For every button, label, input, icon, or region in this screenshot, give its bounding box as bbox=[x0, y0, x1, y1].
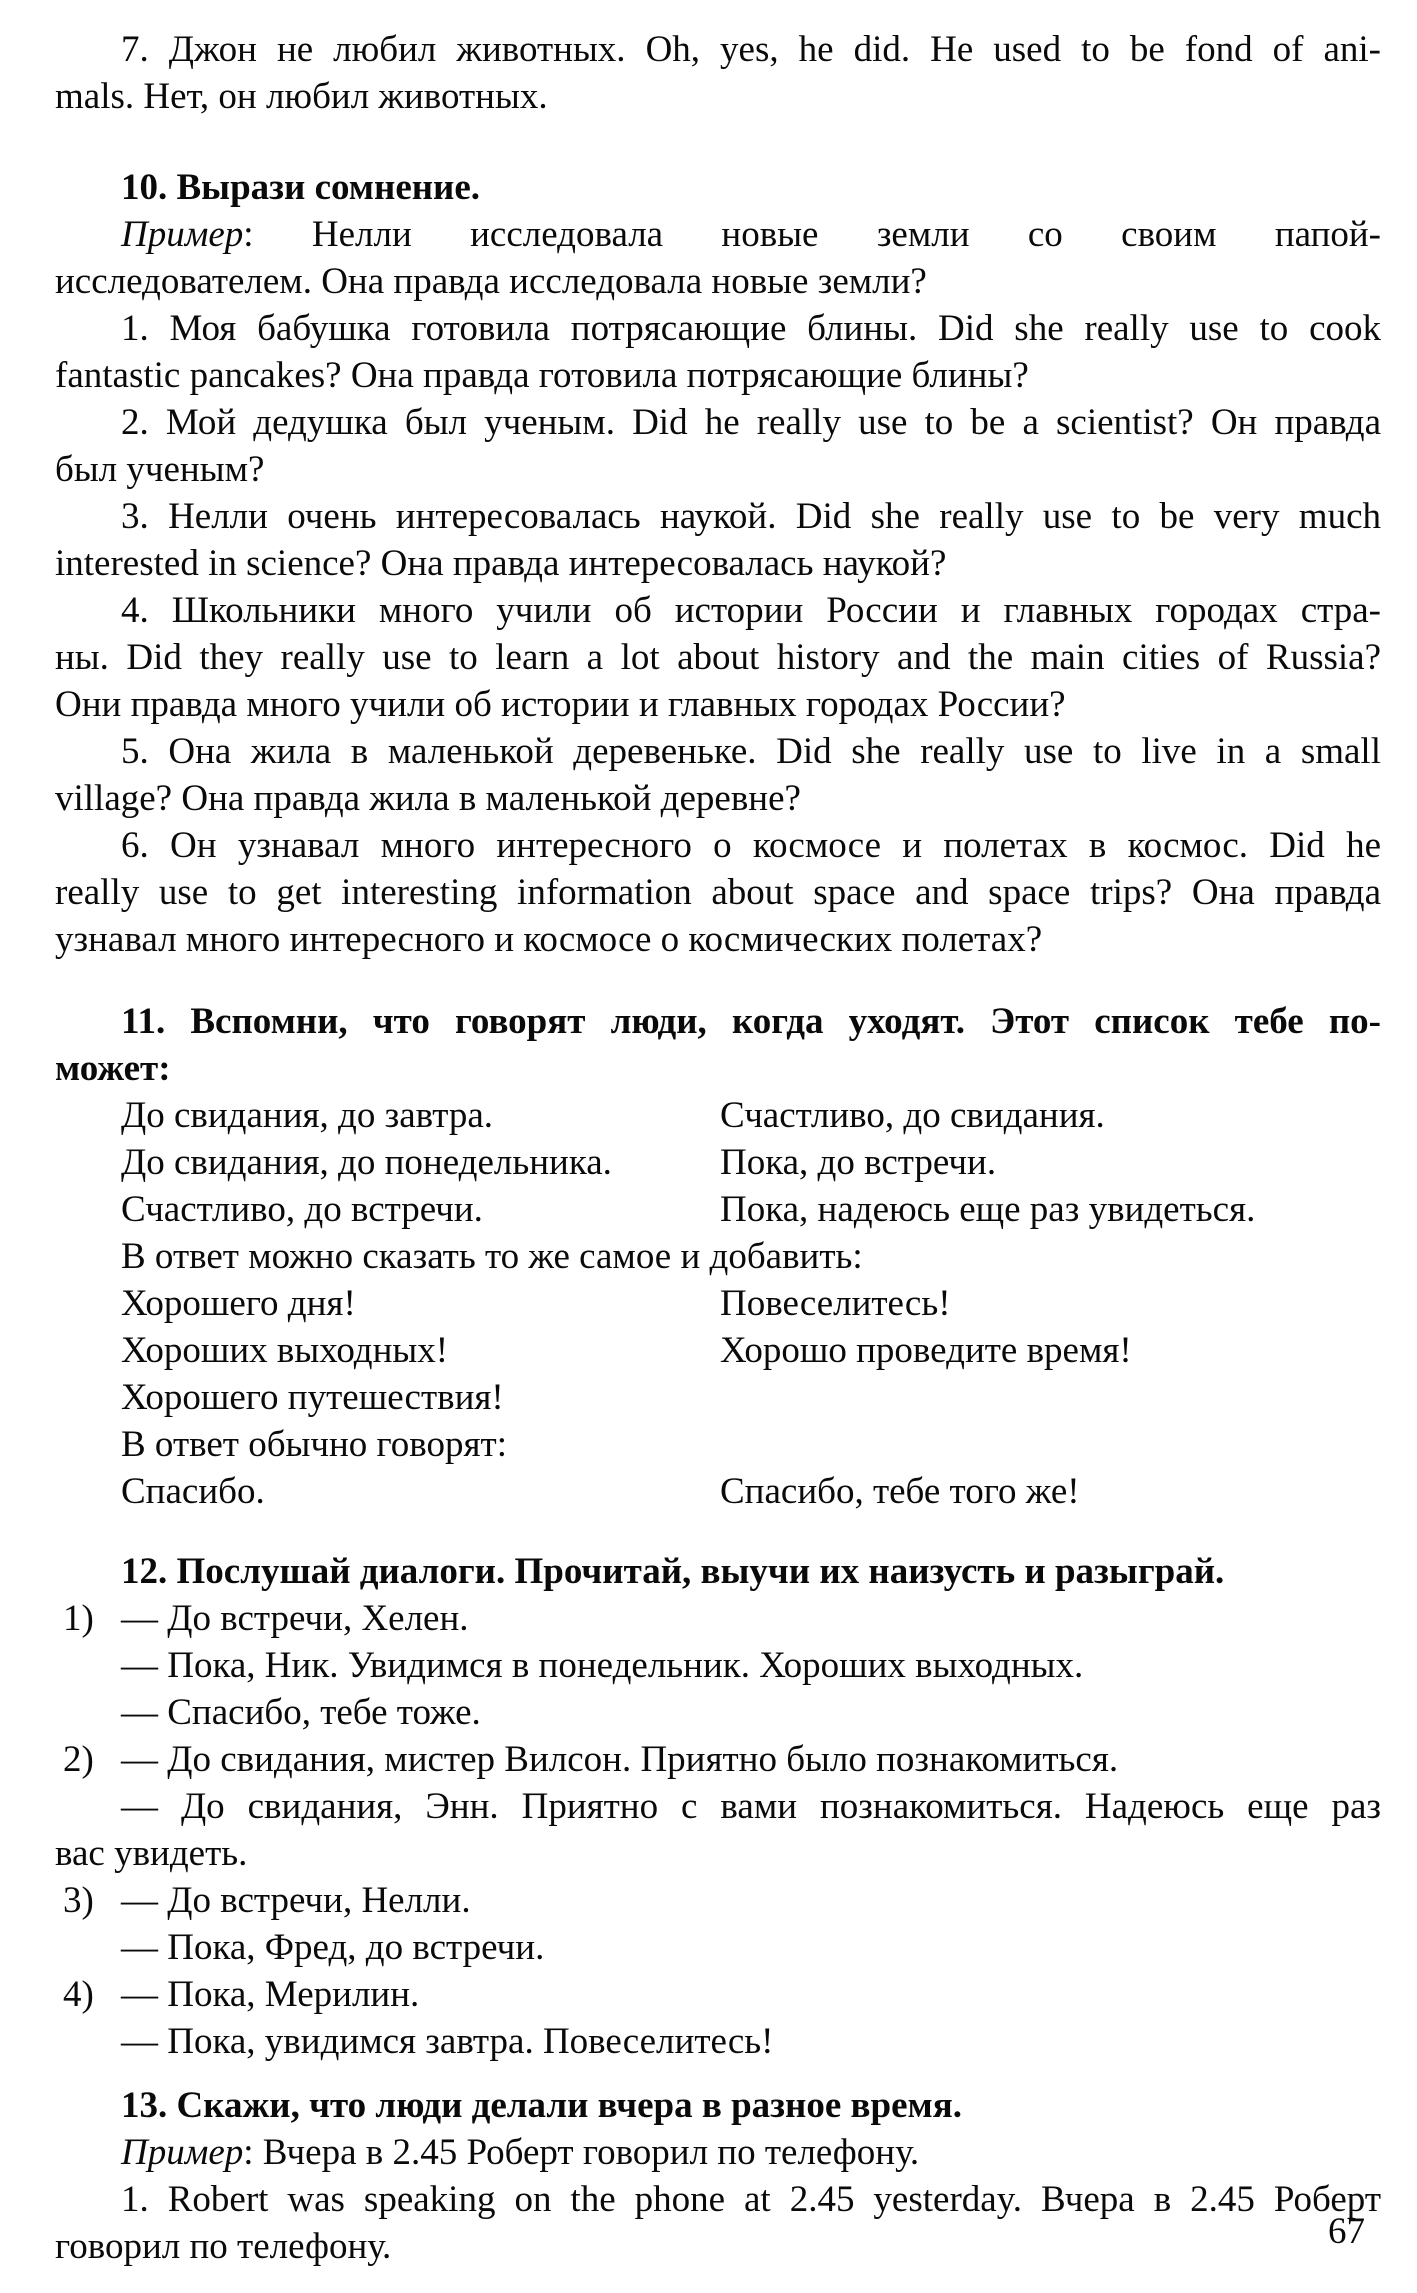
phrase-left: Счастливо, до встречи. bbox=[121, 1189, 483, 1230]
dialog3-line2 bbox=[55, 1924, 1381, 1971]
exercise-13-title: 13. Скажи, что люди делали вчера в разное время. bbox=[121, 2085, 962, 2126]
dialog-text: — Пока, Ник. Увидимся в понедельник. Хороших выходных. bbox=[121, 1645, 1084, 1686]
phrase-left: До свидания, до понедельника. bbox=[121, 1142, 612, 1183]
phrase-left: Спасибо. bbox=[121, 1471, 265, 1512]
exercise-10-example-line1 bbox=[55, 211, 1381, 258]
phrase-right: Хорошо проведите время! bbox=[720, 1330, 1132, 1371]
ex10-item1-line2: fantastic pancakes? Она правда готовила потрясающие блины? bbox=[55, 355, 1029, 396]
phrase-row bbox=[55, 1092, 1381, 1139]
dialog-text: — До свидания, Энн. Приятно с вами познакомиться. Надеюсь еще раз bbox=[121, 1786, 1381, 1827]
dialog3-number: 3) bbox=[63, 1880, 94, 1921]
phrase-right: Пока, до встречи. bbox=[720, 1142, 997, 1183]
example-text: : Нелли исследовала новые земли со своим папой- bbox=[243, 214, 1381, 255]
dialog1-line3 bbox=[55, 1689, 1381, 1736]
phrase-left: Хорошего дня! bbox=[121, 1283, 356, 1324]
phrase-left: Хороших выходных! bbox=[121, 1330, 449, 1371]
dialog4-line1 bbox=[55, 1971, 1381, 2018]
dialog-text: — До встречи, Хелен. bbox=[121, 1598, 469, 1639]
dialog-text: — Спасибо, тебе тоже. bbox=[121, 1692, 481, 1733]
dialog-text: — Пока, увидимся завтра. Повеселитесь! bbox=[121, 2021, 774, 2062]
dialog2-line1 bbox=[55, 1736, 1381, 1783]
ex10-item6-line1: 6. Он узнавал много интересного о космосе и полетах в космос. Did he bbox=[121, 825, 1381, 866]
ex11-note1: В ответ можно сказать то же самое и добавить: bbox=[121, 1236, 863, 1277]
exercise-11-title-line2: может: bbox=[55, 1048, 171, 1089]
dialog2-line2 bbox=[55, 1783, 1381, 1830]
ex13-item1-line1: 1. Robert was speaking on the phone at 2.45 yesterday. Вчера в 2.45 Роберт bbox=[121, 2179, 1381, 2220]
phrase-row bbox=[55, 1139, 1381, 1186]
ex10-item4-line3: Они правда много учили об истории и главных городах России? bbox=[55, 684, 1066, 725]
ex10-item4-line1: 4. Школьники много учили об истории России и главных городах стра- bbox=[121, 590, 1381, 631]
phrase-row bbox=[55, 1374, 1381, 1421]
dialog4-line2 bbox=[55, 2018, 1381, 2065]
ex10-item5-line1: 5. Она жила в маленькой деревеньке. Did she really use to live in a small bbox=[121, 731, 1381, 772]
ex10-item3-line2: interested in science? Она правда интересовалась наукой? bbox=[55, 543, 947, 584]
page-number: 67 bbox=[1328, 2211, 1365, 2252]
example-label: Пример bbox=[121, 2132, 244, 2173]
dialog4-number: 4) bbox=[63, 1974, 94, 2015]
phrase-right: Пока, надеюсь еще раз увидеться. bbox=[720, 1189, 1256, 1230]
phrase-row bbox=[55, 1327, 1381, 1374]
exercise-10-title: 10. Вырази сомнение. bbox=[121, 167, 481, 208]
example-label: Пример bbox=[121, 214, 244, 255]
phrase-left: До свидания, до завтра. bbox=[121, 1095, 494, 1136]
dialog1-line1 bbox=[55, 1595, 1381, 1642]
ex10-item4-line2: ны. Did they really use to learn a lot about history and the main cities of Russia? bbox=[55, 637, 1381, 678]
exercise-12-title: 12. Послушай диалоги. Прочитай, выучи их наизусть и разыграй. bbox=[121, 1551, 1225, 1592]
dialog-text: — Пока, Мерилин. bbox=[121, 1974, 420, 2015]
ex10-item2-line2: был ученым? bbox=[55, 449, 265, 490]
ex10-item6-line3: узнавал много интересного и космосе о космических полетах? bbox=[55, 919, 1043, 960]
phrase-row bbox=[55, 1280, 1381, 1327]
ex10-item1-line1: 1. Моя бабушка готовила потрясающие блины. Did she really use to cook bbox=[121, 308, 1381, 349]
dialog2-number: 2) bbox=[63, 1739, 94, 1780]
ex10-item6-line2: really use to get interesting information about space and space trips? Она правда bbox=[55, 872, 1381, 913]
dialog2-line3: вас увидеть. bbox=[55, 1833, 248, 1874]
exercise-13-example bbox=[55, 2129, 1381, 2176]
ex10-item3-line1: 3. Нелли очень интересовалась наукой. Did she really use to be very much bbox=[121, 496, 1381, 537]
dialog-text: — До встречи, Нелли. bbox=[121, 1880, 471, 1921]
phrase-row bbox=[55, 1468, 1381, 1515]
phrase-right: Счастливо, до свидания. bbox=[720, 1095, 1105, 1136]
ex11-note2: В ответ обычно говорят: bbox=[121, 1424, 507, 1465]
phrase-right: Повеселитесь! bbox=[720, 1283, 951, 1324]
ex10-item5-line2: village? Она правда жила в маленькой деревне? bbox=[55, 778, 801, 819]
item7-line1: 7. Джон не любил животных. Oh, yes, he did. He used to be fond of ani- bbox=[121, 29, 1381, 70]
dialog3-line1 bbox=[55, 1877, 1381, 1924]
phrase-right: Спасибо, тебе того же! bbox=[720, 1471, 1080, 1512]
dialog1-line2 bbox=[55, 1642, 1381, 1689]
example-text: : Вчера в 2.45 Роберт говорил по телефону. bbox=[243, 2132, 920, 2173]
dialog-text: — До свидания, мистер Вилсон. Приятно было познакомиться. bbox=[121, 1739, 1119, 1780]
ex10-item2-line1: 2. Мой дедушка был ученым. Did he really use to be a scientist? Он правда bbox=[121, 402, 1381, 443]
phrase-row bbox=[55, 1186, 1381, 1233]
dialog1-number: 1) bbox=[63, 1598, 94, 1639]
dialog-text: — Пока, Фред, до встречи. bbox=[121, 1927, 545, 1968]
item7-line2: mals. Нет, он любил животных. bbox=[55, 76, 548, 117]
phrase-left: Хорошего путешествия! bbox=[121, 1377, 504, 1418]
ex13-item1-line2: говорил по телефону. bbox=[55, 2226, 392, 2267]
exercise-10-example-line2: исследователем. Она правда исследовала новые земли? bbox=[55, 261, 927, 302]
exercise-11-title-line1: 11. Вспомни, что говорят люди, когда уходят. Этот список тебе по- bbox=[121, 1001, 1381, 1042]
